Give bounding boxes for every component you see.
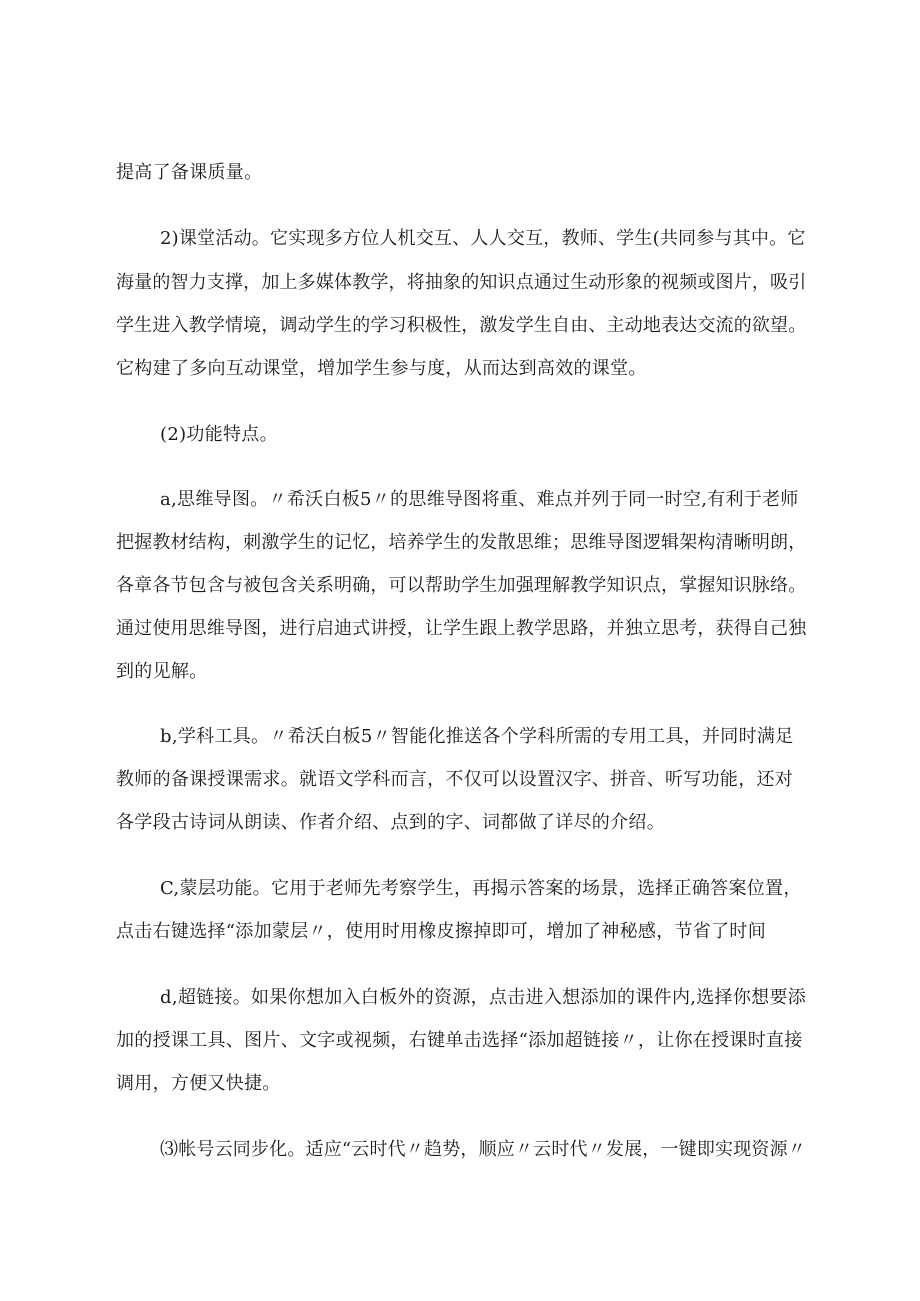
text-line-p6-1: C,蒙层功能。它用于老师先考察学生，再揭示答案的场景，选择正确答案位置， <box>160 878 802 899</box>
text-line-p4-4: 通过使用思维导图，进行启迪式讲授，让学生跟上教学思路，并独立思考，获得自己独 <box>116 618 807 639</box>
text-line-p4-2: 把握教材结构，刺激学生的记忆，培养学生的发散思维；思维导图逻辑架构清晰明朗， <box>116 532 807 553</box>
text-line-p3-1: (2)功能特点。 <box>160 424 278 445</box>
text-line-p6-2: 点击右键选择“添加蒙层〃，使用时用橡皮擦掉即可，增加了神秘感，节省了时间 <box>116 921 766 942</box>
text-line-p2-3: 学生进入教学情境，调动学生的学习积极性，激发学生自由、主动地表达交流的欲望。 <box>116 315 807 336</box>
text-line-p7-2: 加的授课工具、图片、文字或视频，右键单击选择“添加超链接〃，让你在授课时直接 <box>116 1030 803 1051</box>
text-line-p7-3: 调用，方便又快捷。 <box>116 1073 281 1094</box>
text-line-p4-5: 到的见解。 <box>116 661 208 682</box>
text-line-p5-2: 教师的备课授课需求。就语文学科而言，不仅可以设置汉字、拼音、听写功能，还对 <box>116 769 794 790</box>
text-line-p1-1: 提高了备课质量。 <box>116 162 263 183</box>
text-line-p4-3: 各章各节包含与被包含关系明确，可以帮助学生加强理解教学知识点，掌握知识脉络。 <box>116 575 807 596</box>
text-line-p8-1: ⑶帐号云同步化。适应“云时代〃趋势，顺应〃云时代〃发展，一键即实现资源〃 <box>160 1139 806 1160</box>
text-line-p7-1: d,超链接。如果你想加入白板外的资源，点击进入想添加的课件内,选择你想要添 <box>160 987 807 1008</box>
text-line-p2-4: 它构建了多向互动课堂，增加学生参与度，从而达到高效的课堂。 <box>116 358 647 379</box>
text-line-p2-2: 海量的智力支撑，加上多媒体教学，将抽象的知识点通过生动形象的视频或图片，吸引 <box>116 272 807 293</box>
text-line-p5-1: b,学科工具。〃希沃白板5〃智能化推送各个学科所需的专用工具，并同时满足 <box>160 726 794 747</box>
text-line-p2-1: 2)课堂活动。它实现多方位人机交互、人人交互，教师、学生(共同参与其中。它 <box>160 228 806 249</box>
text-line-p4-1: a,思维导图。〃希沃白板5〃的思维导图将重、难点并列于同一时空,有利于老师 <box>160 489 799 510</box>
text-line-p5-3: 各学段古诗词从朗读、作者介绍、点到的字、词都做了详尽的介绍。 <box>116 812 665 833</box>
